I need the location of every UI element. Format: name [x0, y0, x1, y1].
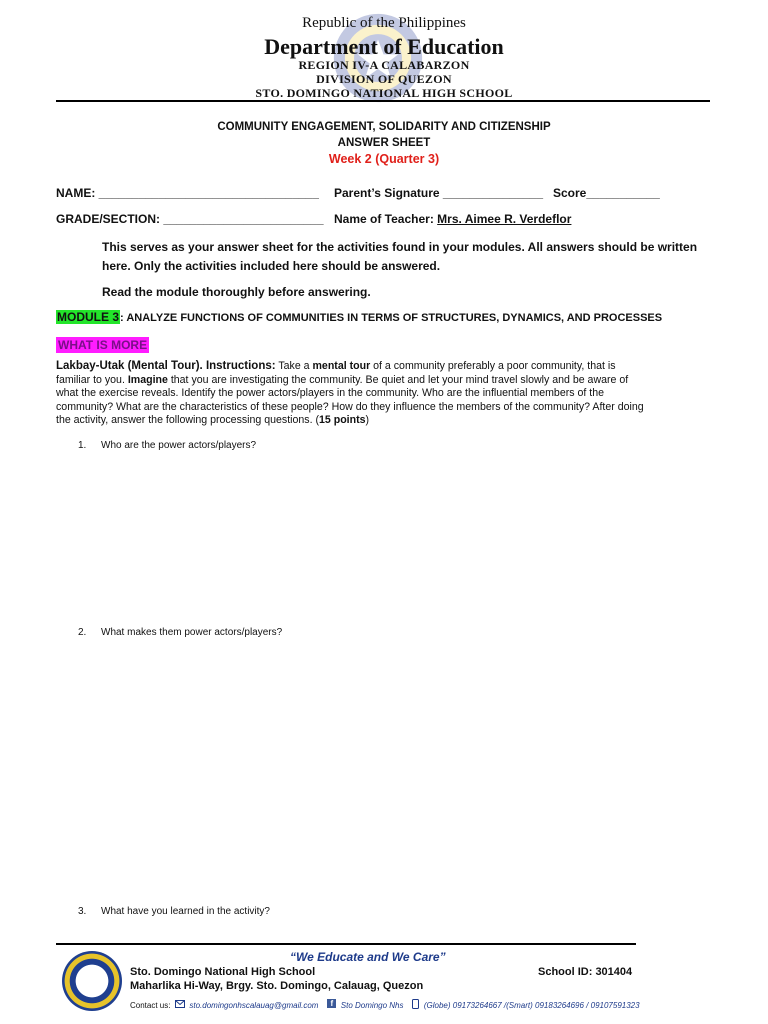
instructions-line-4: community? What are the characteristics of these people? How do they influence the members of the community? After doing	[56, 400, 644, 413]
teacher-field	[334, 212, 571, 226]
activity-instructions	[56, 360, 716, 428]
module-tag: MODULE 3	[57, 310, 120, 324]
subject-title: COMMUNITY ENGAGEMENT, SOLIDARITY AND CITIZENSHIP	[217, 121, 551, 133]
module-heading	[56, 310, 662, 324]
question-text: Who are the power actors/players?	[101, 440, 257, 451]
what-is-more-tag: WHAT IS MORE	[58, 338, 148, 352]
read-module-note: Read the module thoroughly before answering.	[102, 285, 371, 299]
region-heading: REGION IV-A CALABARZON	[298, 58, 470, 72]
contact-email[interactable]: sto.domingonhscalauag@gmail.com	[189, 1001, 319, 1010]
republic-heading: Republic of the Philippines	[302, 15, 466, 31]
instructions-emphasis: mental tour	[312, 360, 371, 372]
header-divider	[56, 100, 710, 102]
department-heading: Department of Education	[264, 34, 504, 59]
footer-contacts	[130, 995, 640, 1013]
footer-divider	[56, 943, 636, 945]
module-title: : ANALYZE FUNCTIONS OF COMMUNITIES IN TERMS OF STRUCTURES, DYNAMICS, AND PROCESSES	[120, 312, 663, 324]
answer-sheet-title: ANSWER SHEET	[337, 137, 431, 149]
instructions-line-2	[56, 374, 716, 388]
footer-address: Maharlika Hi-Way, Brgy. Sto. Domingo, Calauag, Quezon	[130, 980, 424, 992]
division-heading: DIVISION OF QUEZON	[316, 72, 452, 86]
instructions-text: of a community preferably a poor community, that is	[370, 360, 616, 372]
facebook-icon: f	[327, 999, 336, 1008]
school-motto: “We Educate and We Care”	[290, 950, 446, 964]
intro-line-1: This serves as your answer sheet for the activities found in your modules. All answers should be written	[102, 240, 698, 254]
parent-signature-field[interactable]: Parent’s Signature _______________	[334, 186, 544, 200]
intro-line-2: here. Only the activities included here should be answered.	[102, 259, 441, 273]
instructions-text: the activity, answer the following processing questions. (	[56, 414, 320, 427]
phone-icon	[412, 999, 419, 1009]
email-icon	[175, 1000, 185, 1008]
instructions-text: )	[365, 414, 370, 427]
footer-school-name: Sto. Domingo National High School	[130, 966, 316, 978]
week-label: Week 2 (Quarter 3)	[328, 152, 440, 166]
question-number: 1.	[78, 440, 87, 451]
instructions-text: that you are investigating the community. Be quiet and let your mind travel slowly and be aware of	[167, 373, 629, 386]
instructions-text: familiar to you.	[56, 373, 128, 386]
teacher-label: Name of Teacher:	[334, 212, 434, 226]
name-field[interactable]: NAME: _________________________________	[56, 186, 319, 200]
instructions-line-3: what the exercise reveals. Identify the power actors/players in the community. Who are the influential members of the	[56, 387, 604, 400]
teacher-name: Mrs. Aimee R. Verdeflor	[437, 212, 572, 226]
question-text: What makes them power actors/players?	[101, 627, 283, 638]
school-id: School ID: 301404	[538, 966, 633, 978]
points-label: 15 points	[319, 414, 366, 427]
instructions-emphasis: Imagine	[127, 373, 168, 386]
contact-facebook[interactable]: Sto Domingo Nhs	[340, 1001, 404, 1010]
instructions-line-5	[56, 414, 716, 428]
question-number: 2.	[78, 627, 87, 638]
question-text: What have you learned in the activity?	[101, 906, 270, 917]
activity-title: Lakbay-Utak (Mental Tour). Instructions:	[56, 360, 276, 372]
question-number: 3.	[78, 906, 87, 917]
instructions-line-1	[56, 360, 716, 374]
what-is-more-heading	[56, 336, 149, 354]
school-heading: STO. DOMINGO NATIONAL HIGH SCHOOL	[255, 86, 513, 100]
score-field[interactable]: Score___________	[553, 186, 660, 200]
instructions-text: Take a	[275, 360, 313, 372]
school-logo-icon	[62, 951, 122, 1011]
grade-section-field[interactable]: GRADE/SECTION: ________________________	[56, 212, 324, 226]
contact-phones: (Globe) 09173264667 /(Smart) 09183264696 / 09107591323	[423, 1001, 640, 1010]
contact-label: Contact us:	[130, 1001, 171, 1010]
